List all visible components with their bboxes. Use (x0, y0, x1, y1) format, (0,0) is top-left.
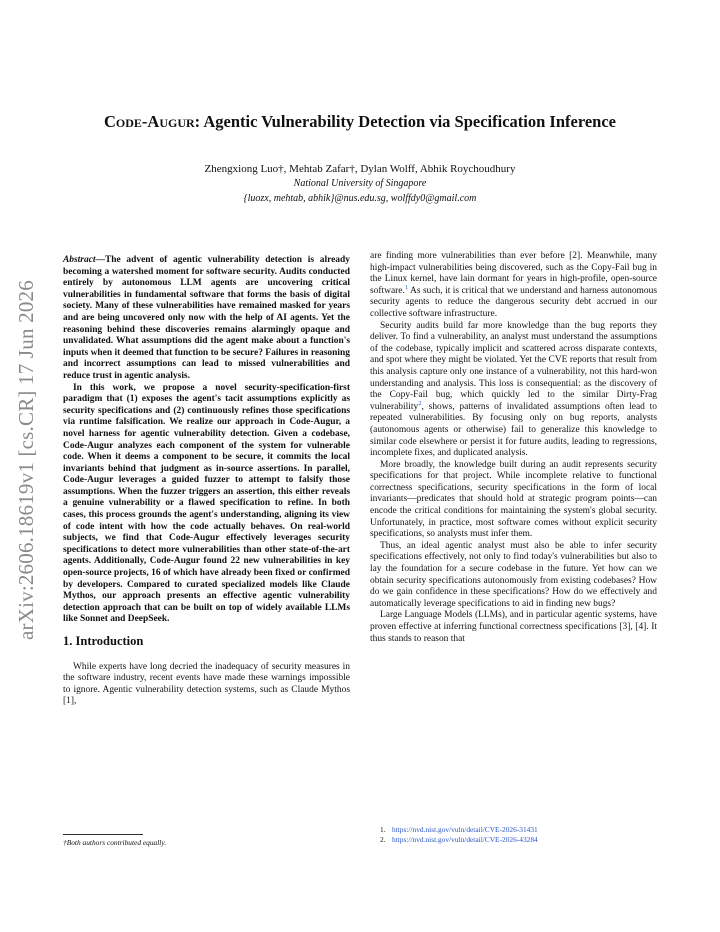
intro-p2-text: Security audits build far more knowledge than the bug reports they deliver. To find a vulnerability, an analyst must understand the assumptions of the codebase, typically implicit and scattered across disparate contexts, and spot where they might be violated. Yet the CVE reports that result from this analysis capture only one instance of a vulnerability, not this hard-won understanding and analysis. This loss is consequential: as the discovery of the Copy-Fail bug, which quickly led to the similar Dirty-Frag vulnerability (370, 320, 657, 412)
intro-paragraph-3: More broadly, the knowledge built during an audit represents security specifications for that project. While incomplete relative to functional correctness specifications, security specifications in the form of local invariants—predicates that should hold at strategic program points—can encode the critical conditions for maintaining the system's global security. Unfortunately, in practice, most software comes without explicit security specifications, so analysts must infer them. (370, 459, 657, 540)
footnote-mark-2[interactable]: 2 (418, 399, 422, 407)
footnote-number-2: 2. (380, 835, 386, 844)
right-column (370, 251, 657, 645)
abstract-text-1: —The advent of agentic vulnerability detection is already becoming a watershed moment for software security. Audits conducted entirely by autonomous LLM agents are uncovering critical vulnerabilities in fundamental software that forms the basis of digital society. Many of these vulnerabilities have remained masked for years and are being uncovered only now with the help of AI agents. Yet the reasoning behind these discoveries remains alarmingly opaque and unvalidated. What assumptions did the agent make about a function's inputs when it deemed that function to be secure? Failures in reasoning and incorrect assumptions can lead to missed vulnerabilities and reduce trust in agentic analysis. (63, 255, 350, 381)
intro-right (370, 251, 657, 645)
intro-left (63, 662, 350, 708)
intro-paragraph-1-cont (370, 251, 657, 321)
intro-p1-tail: As such, it is critical that we understand and harness autonomous security agents to reduce the dangerous security debt accrued in our collective software infrastructure. (370, 285, 657, 319)
intro-paragraph-5: Large Language Models (LLMs), and in particular agentic systems, have proven effective at inferring functional correctness specifications [3], [4]. It thus stands to reason that (370, 610, 657, 644)
intro-paragraph-4: Thus, an ideal agentic analyst must also be able to infer security specifications effectively, not only to find today's vulnerabilities but also to lay the foundation for a secure codebase in the future. Yet how can we obtain security specifications autonomously from existing codebases? How do we gain confidence in these specifications? How do we effectively and automatically leverage specifications to aid in finding new bugs? (370, 540, 657, 609)
abstract-paragraph-2: In this work, we propose a novel security-specification-first paradigm that (1) exposes the agent's tacit assumptions explicitly as security specifications and (2) continuously refines those specifications via runtime falsification. We realize our approach in Code-Augur, a novel harness for agentic vulnerability detection. Given a codebase, Code-Augur analyzes each component of the system for vulnerable code. When it deems a component to be secure, it commits the local invariants behind that judgment as in-source assertions. In parallel, Code-Augur leverages a guided fuzzer to attempt to falsify those assumptions. When the fuzzer triggers an assertion, this either reveals a genuine vulnerability or a flawed specification to refine. In both cases, this process grounds the agent's understanding, aligning its view of code intent with how the code actually behaves. On real-world subjects, we find that Code-Augur effectively leverages security specifications to detect more vulnerabilities than other state-of-the-art agents. Additionally, Code-Augur found 22 new vulnerabilities in key open-source projects, 16 of which have already been fixed or confirmed by developers. Compared to curated specialized models like Claude Mythos, our approach presents an effective agentic vulnerability detection approach that can be built on top of widely available LLMs like Sonnet and DeepSeek. (63, 382, 350, 625)
intro-p1-text: are finding more vulnerabilities than ever before [2]. Meanwhile, many high-impact vulnerabilities being discovered, such as the Copy-Fail bug in the Linux kernel, have lain dormant for years in high-profile, open-source software. (370, 251, 657, 296)
intro-p2-tail: , shows, patterns of invalidated assumptions often lead to repeated vulnerabilities. By focusing only on bug reports, analysts (autonomous agents or otherwise) fail to generalize this knowledge to similar code elsewhere or persist it for future audits, leading to regressions, incomplete fixes, and duplicated analysis. (370, 401, 657, 459)
footnote-number-1: 1. (380, 825, 386, 834)
abstract-paragraph-1 (63, 255, 350, 383)
footnote-url-1[interactable]: https://nvd.nist.gov/vuln/detail/CVE-2026-31431 (392, 825, 538, 834)
footnote-mark-1[interactable]: 1 (404, 283, 409, 291)
intro-paragraph-1-start: While experts have long decried the inadequacy of security measures in the software industry, recent events have made these warnings impossible to ignore. Agentic vulnerability detection systems, such as Claude Mythos [1], (63, 661, 350, 707)
author-emails: {luozx, mehtab, abhik}@nus.edu.sg, wolffdy0@gmail.com (243, 193, 477, 204)
affiliation: National University of Singapore (293, 178, 427, 189)
section-heading-introduction: 1. Introduction (63, 634, 144, 648)
arxiv-identifier: arXiv:2606.18619v1 [cs.CR] 17 Jun 2026 (14, 280, 38, 640)
title-rest: : Agentic Vulnerability Detection via Specification Inference (194, 112, 616, 131)
footnote-links (380, 825, 680, 845)
paper-title (0, 112, 720, 132)
intro-paragraph-2 (370, 321, 657, 460)
left-column (63, 255, 350, 708)
footnote-equal-contribution: †Both authors contributed equally. (63, 838, 167, 847)
footnote-rule (63, 834, 143, 835)
title-system-name: Code-Augur (104, 112, 195, 131)
footnote-link-2[interactable] (380, 835, 680, 845)
abstract (63, 255, 350, 626)
author-list: Zhengxiong Luo†, Mehtab Zafar†, Dylan Wolff, Abhik Roychoudhury (204, 163, 516, 175)
footnote-url-2[interactable]: https://nvd.nist.gov/vuln/detail/CVE-2026-43284 (392, 835, 538, 844)
abstract-label: Abstract (63, 255, 96, 265)
footnote-link-1[interactable] (380, 825, 680, 835)
